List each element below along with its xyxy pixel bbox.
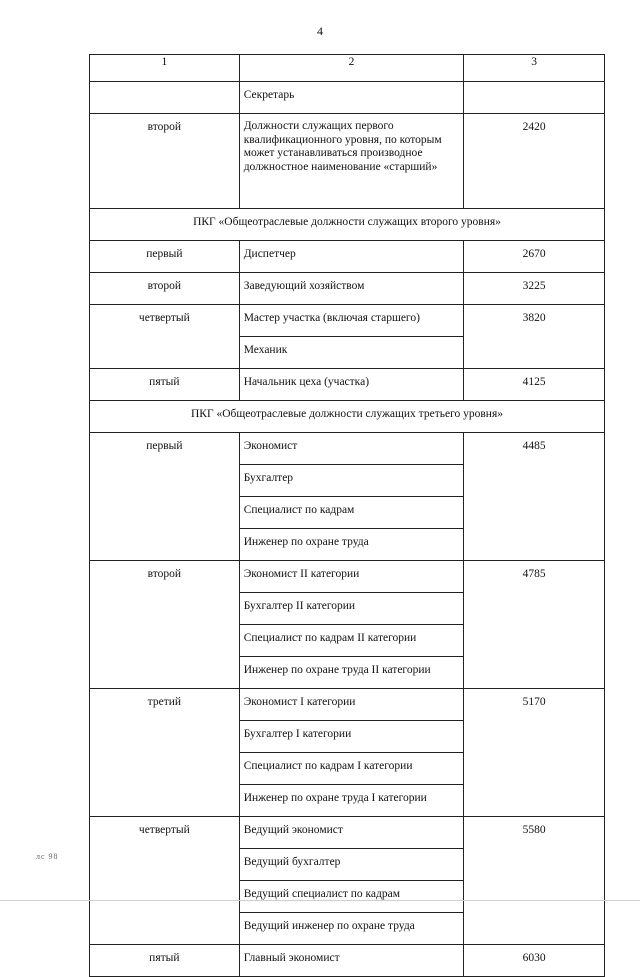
header-col-3: 3 xyxy=(464,55,605,82)
level-cell: пятый xyxy=(90,945,240,977)
level-cell: второй xyxy=(90,273,240,305)
table-row xyxy=(90,273,605,305)
salary-cell: 3225 xyxy=(464,273,605,305)
position-cell: Ведущий инженер по охране труда xyxy=(239,913,464,945)
salary-cell: 5170 xyxy=(464,689,605,817)
level-cell: пятый xyxy=(90,369,240,401)
group-title-row xyxy=(90,209,605,241)
position-cell: Должности служащих первого квалификационного уровня, по которым может устанавливаться производное должностное наименование «старший» xyxy=(239,114,464,209)
table-row xyxy=(90,433,605,465)
level-cell: второй xyxy=(90,561,240,689)
table-row xyxy=(90,369,605,401)
position-cell: Заведующий хозяйством xyxy=(239,273,464,305)
salary-table xyxy=(89,54,605,977)
position-cell: Специалист по кадрам II категории xyxy=(239,625,464,657)
salary-cell: 3820 xyxy=(464,305,605,369)
position-cell: Экономист II категории xyxy=(239,561,464,593)
position-cell: Экономист I категории xyxy=(239,689,464,721)
page-bottom-divider xyxy=(0,900,640,901)
position-cell: Мастер участка (включая старшего) xyxy=(239,305,464,337)
position-cell: Ведущий экономист xyxy=(239,817,464,849)
salary-cell: 2670 xyxy=(464,241,605,273)
position-cell: Бухгалтер II категории xyxy=(239,593,464,625)
table-row xyxy=(90,561,605,593)
group-title: ПКГ «Общеотраслевые должности служащих второго уровня» xyxy=(90,209,605,241)
salary-cell: 6030 xyxy=(464,945,605,977)
table-row xyxy=(90,114,605,209)
position-cell: Бухгалтер I категории xyxy=(239,721,464,753)
level-cell: первый xyxy=(90,241,240,273)
position-cell: Ведущий бухгалтер xyxy=(239,849,464,881)
salary-cell: 4785 xyxy=(464,561,605,689)
position-cell: Специалист по кадрам xyxy=(239,497,464,529)
position-cell: Специалист по кадрам I категории xyxy=(239,753,464,785)
position-cell: Экономист xyxy=(239,433,464,465)
table-row xyxy=(90,817,605,849)
position-cell: Инженер по охране труда II категории xyxy=(239,657,464,689)
group-title-row xyxy=(90,401,605,433)
position-cell: Начальник цеха (участка) xyxy=(239,369,464,401)
group-title: ПКГ «Общеотраслевые должности служащих третьего уровня» xyxy=(90,401,605,433)
page-number: 4 xyxy=(317,24,323,38)
position-cell: Секретарь xyxy=(239,82,464,114)
table-row xyxy=(90,305,605,337)
position-cell: Ведущий специалист по кадрам xyxy=(239,881,464,913)
position-cell: Инженер по охране труда I категории xyxy=(239,785,464,817)
level-cell: первый xyxy=(90,433,240,561)
salary-cell: 2420 xyxy=(464,114,605,209)
salary-cell: 4485 xyxy=(464,433,605,561)
level-cell: второй xyxy=(90,114,240,209)
header-col-2: 2 xyxy=(239,55,464,82)
level-cell xyxy=(90,82,240,114)
table-row xyxy=(90,82,605,114)
level-cell: четвертый xyxy=(90,817,240,945)
footer-mark: лс 98 xyxy=(36,852,59,861)
salary-cell: 4125 xyxy=(464,369,605,401)
table-row xyxy=(90,689,605,721)
position-cell: Бухгалтер xyxy=(239,465,464,497)
position-cell: Диспетчер xyxy=(239,241,464,273)
level-cell: третий xyxy=(90,689,240,817)
table-row xyxy=(90,241,605,273)
position-cell: Механик xyxy=(239,337,464,369)
position-cell: Инженер по охране труда xyxy=(239,529,464,561)
salary-cell: 5580 xyxy=(464,817,605,945)
table-header-row xyxy=(90,55,605,82)
table-row xyxy=(90,945,605,977)
position-cell: Главный экономист xyxy=(239,945,464,977)
level-cell: четвертый xyxy=(90,305,240,369)
salary-cell xyxy=(464,82,605,114)
header-col-1: 1 xyxy=(90,55,240,82)
